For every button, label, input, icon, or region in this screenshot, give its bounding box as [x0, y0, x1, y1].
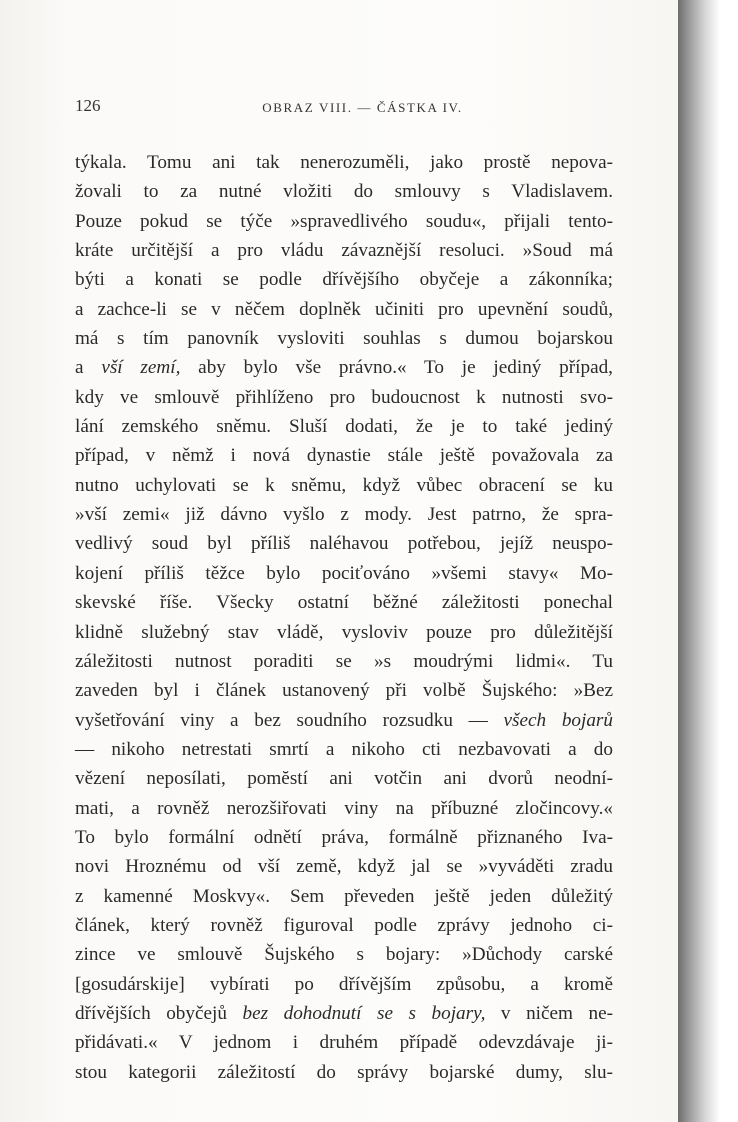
text-line [75, 882, 613, 911]
text-line [75, 324, 613, 353]
text-segment: To bylo formální odnětí práva, formálně přiznaného Iva- [75, 826, 613, 848]
text-line [75, 764, 613, 793]
text-segment: a zachce-li se v něčem doplněk učiniti pro upevnění soudů, [75, 298, 613, 320]
text-segment: a [75, 357, 102, 379]
text-segment: lání zemského sněmu. Sluší dodati, že je to také jediný [75, 416, 613, 438]
text-line [75, 706, 613, 735]
text-line [75, 676, 613, 705]
text-segment: kráte určitější a pro vládu závaznější resoluci. »Soud má [75, 240, 613, 262]
text-segment: zince ve smlouvě Šujského s bojary: »Důchody carské [75, 944, 613, 966]
text-line [75, 353, 613, 382]
text-segment: dřívějších obyčejů [75, 1002, 243, 1024]
text-line [75, 207, 613, 236]
text-segment: »vší zemi« již dávno vyšlo z mody. Jest patrno, že spra- [75, 504, 613, 526]
text-line [75, 412, 613, 441]
text-line [75, 970, 613, 999]
text-segment: žovali to za nutné vložiti do smlouvy s Vladislavem. [75, 181, 613, 203]
text-segment: týkala. Tomu ani tak nenerozuměli, jako prostě nepova- [75, 152, 613, 173]
text-segment: aby bylo vše právno.« To je jediný případ, [180, 357, 613, 379]
text-segment: případ, v němž i nová dynastie stále ještě považovala za [75, 445, 613, 467]
page-header [75, 96, 600, 122]
text-line [75, 852, 613, 881]
text-segment: novi Hroznému od vší země, když jal se »vyváděti zradu [75, 856, 613, 878]
text-line [75, 1058, 613, 1087]
text-segment: článek, který rovněž figuroval podle zprávy jednoho ci- [75, 914, 613, 936]
text-segment: mati, a rovněž nerozšiřovati viny na příbuzné zločincovy.« [75, 797, 613, 819]
text-line [75, 1028, 613, 1057]
text-line [75, 823, 613, 852]
text-segment: má s tím panovník vysloviti souhlas s dumou bojarskou [75, 328, 613, 350]
text-segment: skevské říše. Všecky ostatní běžné záležitosti ponechal [75, 592, 613, 614]
text-segment: přidávati.« V jednom i druhém případě odevzdávaje ji- [75, 1032, 613, 1054]
text-segment: v ničem ne- [485, 1002, 613, 1024]
text-line [75, 559, 613, 588]
text-line [75, 735, 613, 764]
text-segment: zaveden byl i článek ustanovený při volbě Šujského: »Bez [75, 680, 613, 702]
text-line [75, 618, 613, 647]
book-gutter-shadow [678, 0, 738, 1122]
text-segment: vyšetřování viny a bez soudního rozsudku — [75, 709, 504, 731]
text-line [75, 999, 613, 1028]
text-segment: [gosudárskije] vybírati po dřívějším způsobu, a kromě [75, 973, 613, 995]
text-line [75, 911, 613, 940]
running-head: OBRAZ VIII. — ČÁSTKA IV. [262, 100, 463, 115]
text-segment: vězení neposílati, pomĕstí ani votčin ani dvorů neodní- [75, 768, 613, 790]
text-line [75, 265, 613, 294]
text-segment: kojení příliš těžce bylo pociťováno »všemi stavy« Mo- [75, 562, 613, 584]
page-number: 126 [75, 96, 101, 115]
text-line [75, 940, 613, 969]
body-text [75, 148, 613, 1087]
text-segment: Pouze pokud se týče »spravedlivého soudu«, přijali tento- [75, 210, 613, 232]
text-line [75, 441, 613, 470]
text-line [75, 529, 613, 558]
text-segment: býti a konati se podle dřívějšího obyčeje a zákonníka; [75, 269, 613, 291]
text-line [75, 500, 613, 529]
text-line [75, 177, 613, 206]
text-segment: — nikoho netrestati smrtí a nikoho cti nezbavovati a do [75, 738, 613, 760]
text-line [75, 236, 613, 265]
italic-text: bez dohodnutí se s bojary, [242, 1002, 486, 1024]
text-line [75, 148, 613, 177]
text-segment: klidně služebný stav vládě, vysloviv pouze pro důležitější [75, 621, 613, 643]
text-line [75, 647, 613, 676]
text-line [75, 383, 613, 412]
text-segment: nutno uchylovati se k sněmu, když vůbec obracení se ku [75, 474, 613, 496]
text-segment: vedlivý soud byl příliš naléhavou potřebou, jejíž neuspo- [75, 533, 613, 555]
text-segment: z kamenné Moskvy«. Sem převeden ještě jeden důležitý [75, 885, 613, 907]
text-segment: záležitosti nutnost poraditi se »s moudrými lidmi«. Tu [75, 650, 613, 672]
italic-text: všech bojarů [503, 709, 613, 731]
text-line [75, 471, 613, 500]
text-segment: kdy ve smlouvě přihlíženo pro budoucnost k nutnosti svo- [75, 386, 613, 408]
text-line [75, 295, 613, 324]
italic-text: vší zemí, [101, 357, 181, 379]
text-segment: stou kategorii záležitostí do správy bojarské dumy, slu- [75, 1061, 613, 1083]
text-line [75, 588, 613, 617]
text-line [75, 794, 613, 823]
